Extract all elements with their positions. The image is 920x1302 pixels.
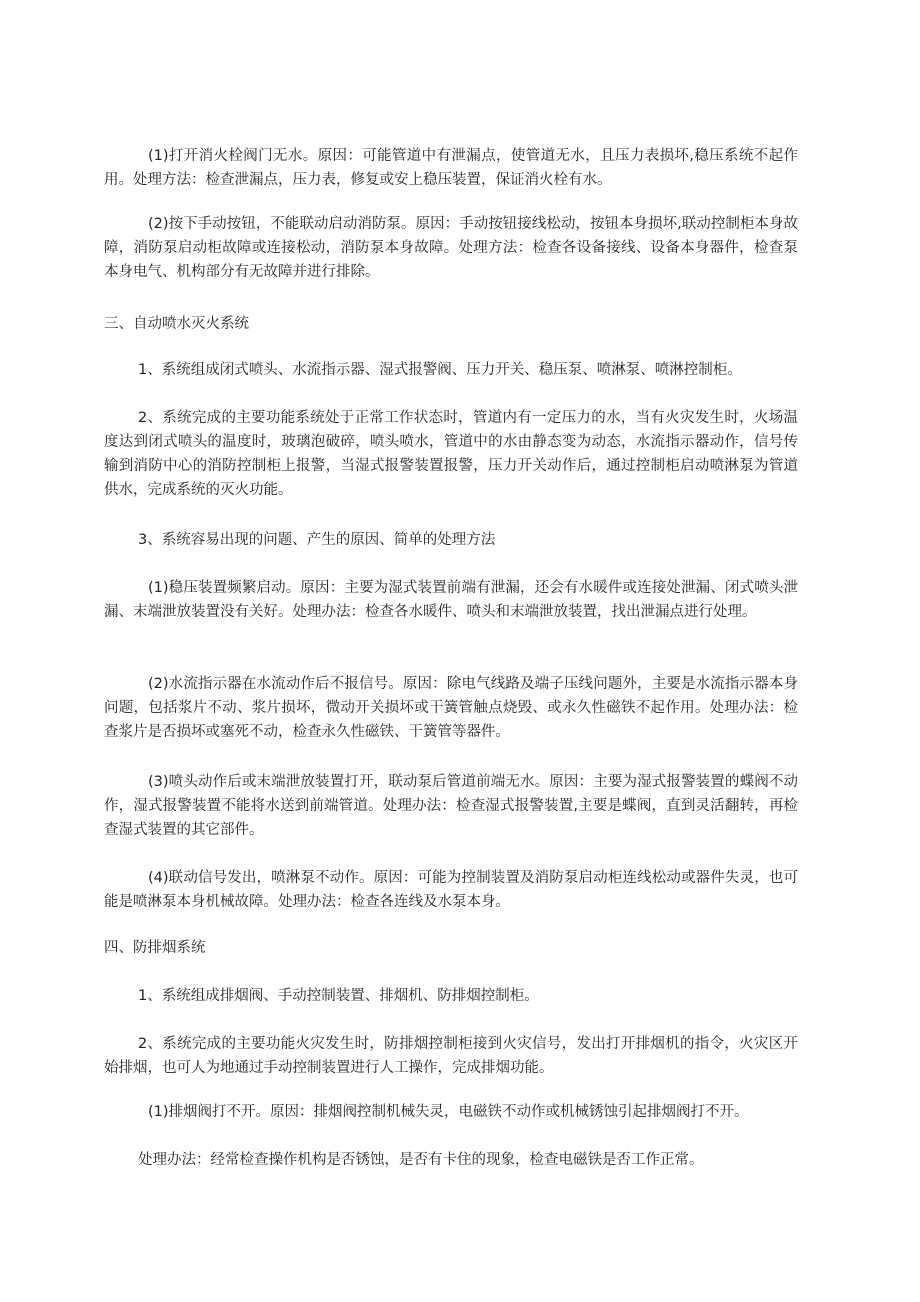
paragraph-sprinkler-components: 1、系统组成闭式喷头、水流指示器、湿式报警阀、压力开关、稳压泵、喷淋泵、喷淋控制柜。 <box>138 362 742 378</box>
paragraph-hydrant-no-water: (1)打开消火栓阀门无水。原因：可能管道中有泄漏点，使管道无水，且压力表损坏,稳压系统不起作用。处理方法：检查泄漏点，压力表，修复或安上稳压装置，保证消火栓有水。 <box>104 148 798 188</box>
paragraph-no-water-front-end: (3)喷头动作后或末端泄放装置打开，联动泵后管道前端无水。原因：主要为湿式报警装置的蝶阀不动作，湿式报警装置不能将水送到前端管道。处理办法：检查湿式报警装置,主要是蝶阀，直到灵活翻转，再检查湿式装置的其它部件。 <box>104 774 798 838</box>
section-heading-sprinkler: 三、自动喷水灭火系统 <box>104 316 249 332</box>
paragraph-flow-indicator-fault: (2)水流指示器在水流动作后不报信号。原因：除电气线路及端子压线问题外，主要是水流指示器本身问题，包括浆片不动、浆片损坏，微动开关损坏或干簧管触点烧毁、或永久性磁铁不起作用。处理办法：检查浆片是否损坏或塞死不动，检查永久性磁铁、干簧管等器件。 <box>104 676 798 740</box>
paragraph-smoke-valve-fault: (1)排烟阀打不开。原因：排烟阀控制机械失灵，电磁铁不动作或机械锈蚀引起排烟阀打不开。 <box>148 1104 749 1120</box>
paragraph-sprinkler-functions: 2、系统完成的主要功能系统处于正常工作状态时，管道内有一定压力的水，当有火灾发生时，火场温度达到闭式喷头的温度时，玻璃泡破碎，喷头喷水，管道中的水由静态变为动态，水流指示器动作，信号传输到消防中心的消防控制柜上报警，当湿式报警装置报警，压力开关动作后，通过控制柜启动喷淋泵为管道供水，完成系统的灭火功能。 <box>104 410 798 498</box>
section-heading-smoke-control: 四、防排烟系统 <box>104 940 206 956</box>
paragraph-pump-not-working: (4)联动信号发出，喷淋泵不动作。原因：可能为控制装置及消防泵启动柜连线松动或器件失灵，也可能是喷淋泵本身机械故障。处理办法：检查各连线及水泵本身。 <box>104 870 798 910</box>
paragraph-sprinkler-issues-title: 3、系统容易出现的问题、产生的原因、简单的处理方法 <box>138 532 496 548</box>
paragraph-smoke-valve-remedy: 处理办法：经常检查操作机构是否锈蚀，是否有卡住的现象，检查电磁铁是否工作正常。 <box>138 1152 704 1168</box>
paragraph-smoke-components: 1、系统组成排烟阀、手动控制装置、排烟机、防排烟控制柜。 <box>138 988 539 1004</box>
paragraph-smoke-functions: 2、系统完成的主要功能火灾发生时，防排烟控制柜接到火灾信号，发出打开排烟机的指令，火灾区开始排烟，也可人为地通过手动控制装置进行人工操作，完成排烟功能。 <box>104 1036 798 1076</box>
paragraph-pressure-device-fault: (1)稳压装置频繁启动。原因：主要为湿式装置前端有泄漏，还会有水暖件或连接处泄漏、闭式喷头泄漏、末端泄放装置没有关好。处理办法：检查各水暖件、喷头和末端泄放装置，找出泄漏点进行处理。 <box>104 580 798 620</box>
paragraph-manual-button-fault: (2)按下手动按钮，不能联动启动消防泵。原因：手动按钮接线松动，按钮本身损坏,联动控制柜本身故障，消防泵启动柜故障或连接松动，消防泵本身故障。处理方法：检查各设备接线、设备本身器件，检查泵本身电气、机构部分有无故障并进行排除。 <box>104 216 798 280</box>
